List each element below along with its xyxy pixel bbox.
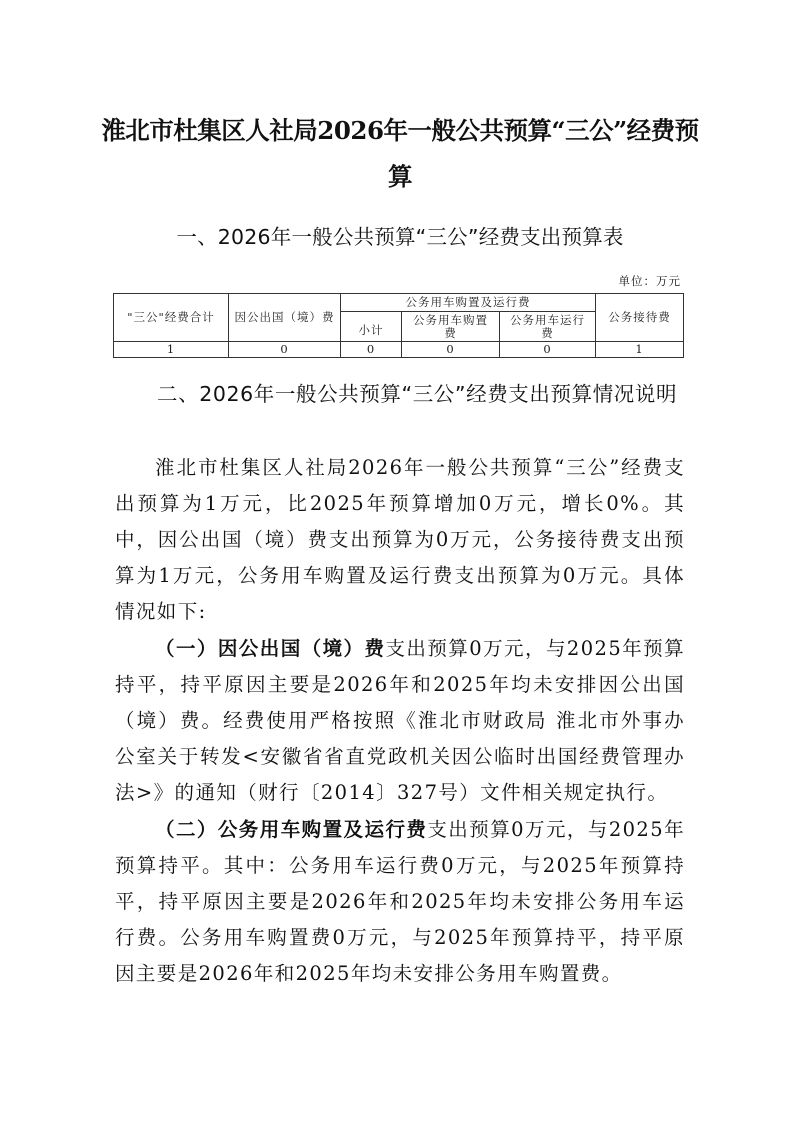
- table-row: [114, 342, 684, 358]
- unit-label: 单位：万元: [618, 274, 681, 288]
- header-abroad: 因公出国（境）费: [229, 294, 341, 342]
- paragraph-vehicle-body: 支出预算0万元，与2025年预算持平。其中：公务用车运行费0万元，与2025年预算持平，持平原因主要是2026年和2025年均未安排公务用车运行费。公务用车购置费0万元，与2025年预算持平，持平原因主要是2026年和2025年均未安排公务用车购置费。: [115, 818, 685, 985]
- header-reception: 公务接待费: [596, 294, 684, 342]
- cell-total: 1: [114, 342, 229, 358]
- document-title: 淮北市杜集区人社局2026年一般公共预算“三公”经费预算: [101, 116, 699, 191]
- cell-reception: 1: [596, 342, 684, 358]
- header-vehicle-group: 公务用车购置及运行费: [341, 294, 596, 312]
- budget-table: [113, 293, 684, 358]
- section2-heading: 二、2026年一般公共预算“三公”经费支出预算情况说明: [157, 382, 678, 406]
- paragraph-abroad-body: 支出预算0万元，与2025年预算持平，持平原因主要是2026年和2025年均未安排因公出国（境）费。经费使用严格按照《淮北市财政局 淮北市外事办公室关于转发<安徽省省直党政机关因公临时出国经费管理办法>》的通知（财行〔2014〕327号）文件相关规定执行。: [115, 637, 685, 804]
- header-vehicle-purchase: 公务用车购置费: [402, 312, 500, 342]
- paragraph-vehicle: [115, 812, 685, 992]
- header-total: "三公"经费合计: [114, 294, 229, 342]
- table-header-row: [114, 294, 684, 312]
- paragraph-vehicle-lead: （二）公务用车购置及运行费: [155, 818, 428, 841]
- paragraph-abroad: [115, 631, 685, 811]
- cell-subtotal: 0: [341, 342, 402, 358]
- cell-abroad: 0: [229, 342, 341, 358]
- paragraph-abroad-lead: （一）因公出国（境）费: [155, 637, 386, 660]
- header-vehicle-operation: 公务用车运行费: [500, 312, 596, 342]
- section1-heading: 一、2026年一般公共预算“三公”经费支出预算表: [176, 225, 624, 249]
- cell-vehicle-operation: 0: [500, 342, 596, 358]
- cell-vehicle-purchase: 0: [402, 342, 500, 358]
- header-subtotal: 小计: [341, 312, 402, 342]
- paragraph-summary: 淮北市杜集区人社局2026年一般公共预算“三公”经费支出预算为1万元，比2025年预算增加0万元，增长0%。其中，因公出国（境）费支出预算为0万元，公务接待费支出预算为1万元，公务用车购置及运行费支出预算为0万元。具体情况如下:: [115, 456, 685, 623]
